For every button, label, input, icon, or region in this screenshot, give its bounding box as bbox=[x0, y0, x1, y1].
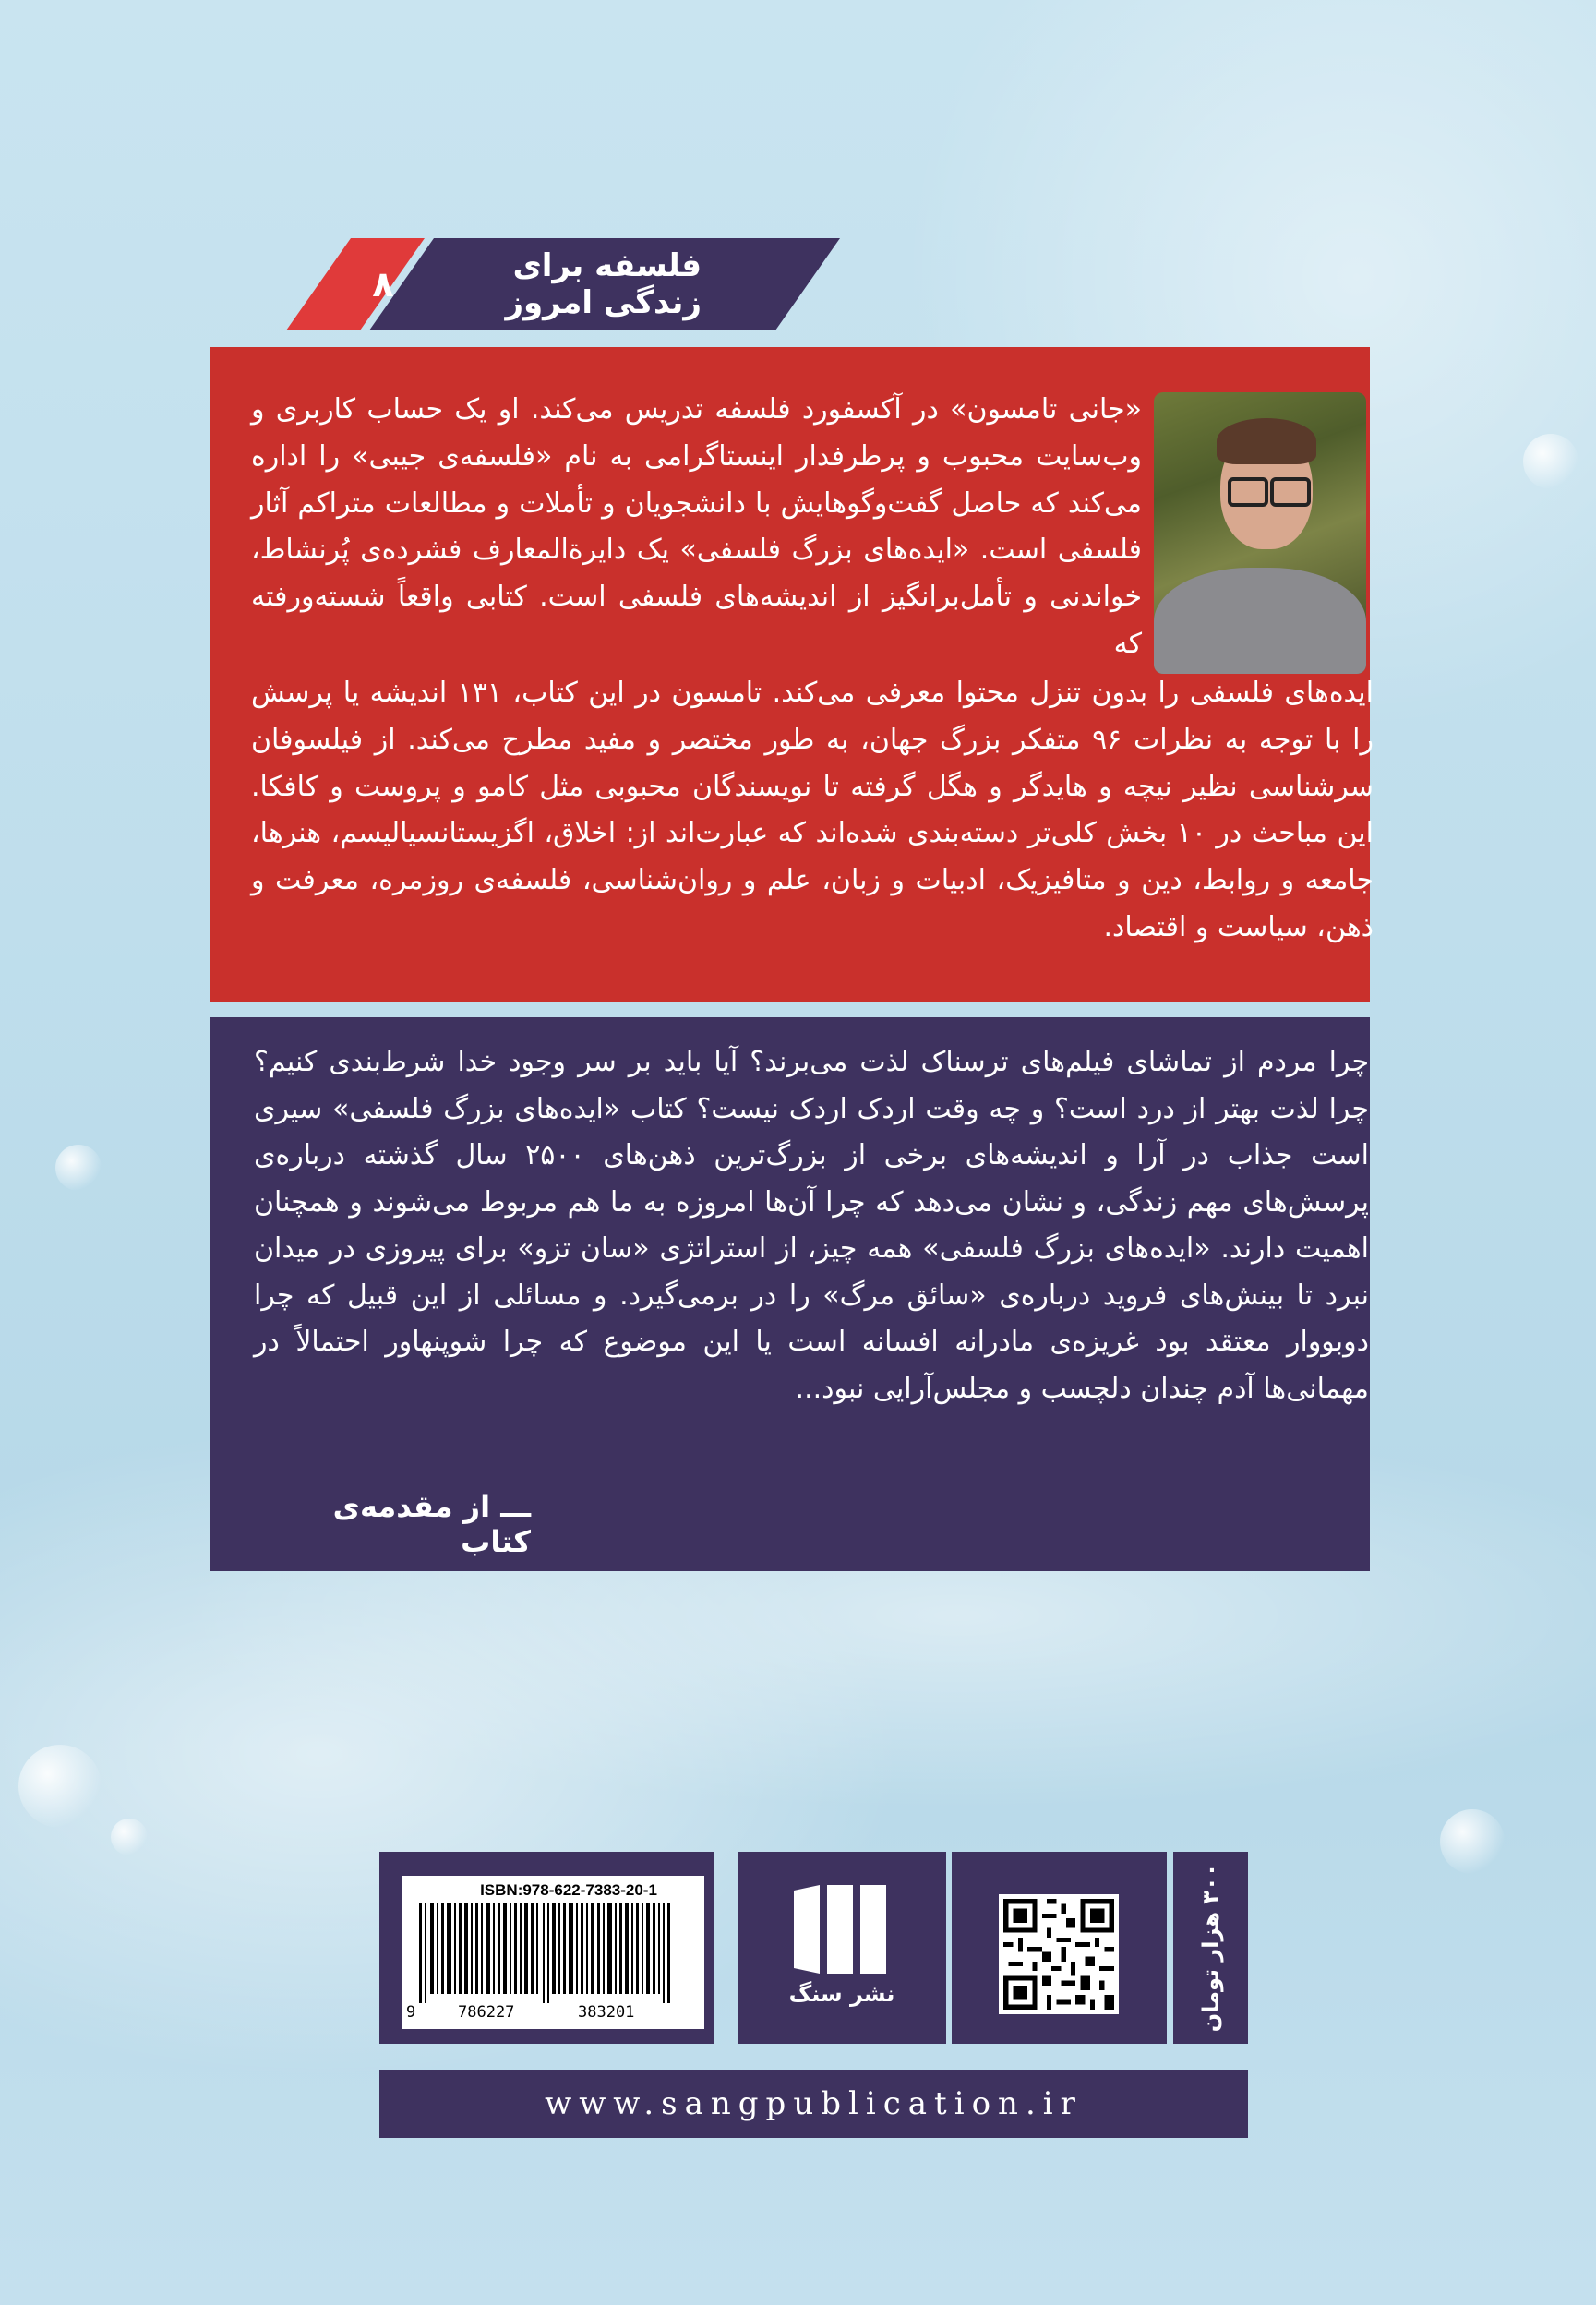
series-title: فلسفه برای زندگی امروز bbox=[505, 247, 702, 321]
author-portrait-icon bbox=[1154, 392, 1366, 674]
background-bubble bbox=[111, 1819, 148, 1855]
background-bubble bbox=[18, 1745, 102, 1828]
website-link[interactable]: www.sangpublication.ir bbox=[545, 2085, 1083, 2122]
price-label-wrapper bbox=[1173, 1852, 1248, 2044]
background-bubble bbox=[55, 1145, 102, 1191]
barcode bbox=[402, 1876, 704, 2029]
background-bubble bbox=[1440, 1809, 1505, 1874]
series-number: ۸ bbox=[372, 264, 394, 305]
barcode-digits-right: 383201 bbox=[578, 2003, 635, 2022]
series-banner bbox=[286, 238, 840, 330]
barcode-digits-left: 786227 bbox=[458, 2003, 515, 2022]
publisher-books-logo-icon bbox=[794, 1883, 890, 1975]
background-bubble bbox=[1523, 434, 1578, 489]
price-label: ۳۰۰ هزار تومان bbox=[1197, 1863, 1224, 2033]
publisher-name: نشر سنگ bbox=[788, 1981, 895, 2007]
barcode-lead-digit: 9 bbox=[406, 2003, 416, 2022]
qr-code-icon bbox=[999, 1894, 1119, 2014]
isbn-label: ISBN:978-622-7383-20-1 bbox=[480, 1881, 657, 1899]
barcode-icon bbox=[419, 1903, 696, 2003]
author-bio-text-top: «جانی تامسون» در آکسفورد فلسفه تدریس می‌کند. او یک حساب کاربری و وب‌سایت محبوب و پرطرفدار اینستاگرامی به نام «فلسفه‌ی جیبی» را اداره می‌کند که حاصل گفت‌وگوهایش با دانشجویان و تأملات و مطالعات متراکم آثار فلسفی است. «ایده‌های بزرگ فلسفی» یک دایرة‌المعارف فشرده‌ی پُرنشاط، خواندنی و تأمل‌برانگیز از اندیشه‌های فلسفی است. کتابی واقعاً شسته‌ورفته که bbox=[251, 393, 1142, 660]
book-intro-text: چرا مردم از تماشای فیلم‌های ترسناک لذت می‌برند؟ آیا باید بر سر وجود خدا شرط‌بندی کنیم؟ چرا لذت بهتر از درد است؟ و چه وقت اردک اردک نیست؟ کتاب «ایده‌های بزرگ فلسفی» سیری است جذاب در آرا و اندیشه‌های برخی از بزرگ‌ترین ذهن‌های ۲۵۰۰ سال گذشته درباره‌ی پرسش‌های مهم زندگی، و نشان می‌دهد که چرا آن‌ها امروزه به ما هم مربوط می‌شوند و همچنان اهمیت دارند. «ایده‌های بزرگ فلسفی» همه چیز، از استراتژی «سان تزو» برای پیروزی در میدان نبرد تا بینش‌های فروید درباره‌ی «سائق مرگ» را در برمی‌گیرد. و مسائلی از این قبیل که چرا دوبووار معتقد بود غریزه‌ی مادرانه افسانه است یا این موضوع که چرا شوپنهاور احتمالاً در مهمانی‌ها آدم چندان دلچسب و مجلس‌آرایی نبود... bbox=[254, 1046, 1369, 1405]
author-bio-text-bottom: ایده‌های فلسفی را بدون تنزل محتوا معرفی می‌کند. تامسون در این کتاب، ۱۳۱ اندیشه یا پرسش را با توجه به نظرات ۹۶ متفکر بزرگ جهان، به طور مختصر و مفید مطرح می‌کند. از فیلسوفان سرشناسی نظیر نیچه و هایدگر و هگل گرفته تا نویسندگان محبوبی مثل کامو و پروست و کافکا. این مباحث در ۱۰ بخش کلی‌تر دسته‌بندی شده‌اند که عبارت‌اند از: اخلاق، اگزیستانسیالیسم، هنرها، جامعه و روابط، دین و متافیزیک، ادبیات و زبان، علم و روان‌شناسی، فلسفه‌ی روزمره، معرفت و ذهن، سیاست و اقتصاد. bbox=[251, 677, 1374, 943]
intro-source-caption: ـــ از مقدمه‌ی کتاب bbox=[332, 1489, 531, 1559]
